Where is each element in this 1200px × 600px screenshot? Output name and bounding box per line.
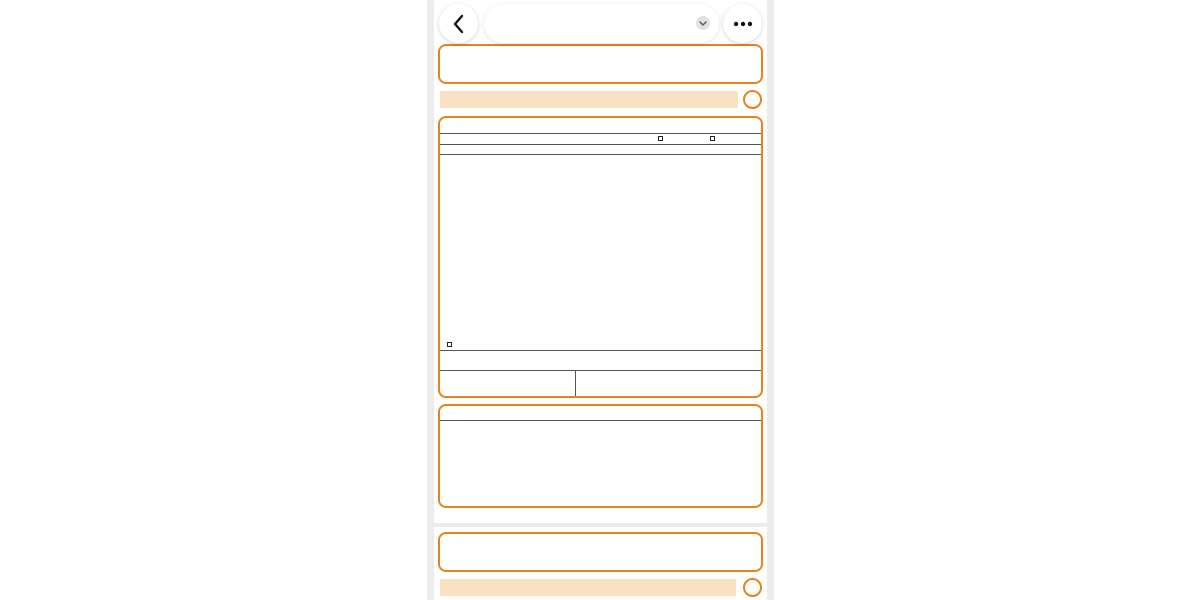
possible-checkbox[interactable] [658, 136, 663, 141]
more-options-button[interactable] [723, 4, 762, 43]
more-horizontal-icon [733, 21, 753, 27]
document-title-button[interactable] [484, 4, 719, 43]
supplementary-text-area[interactable] [442, 422, 759, 504]
section-band [440, 91, 738, 108]
document-viewer[interactable] [427, 0, 774, 600]
chevron-down-icon [696, 16, 710, 30]
not-possible-checkbox[interactable] [710, 136, 715, 141]
document-page-5 [434, 527, 767, 600]
more-entries-checkbox[interactable] [447, 342, 452, 347]
section-band-page-5 [440, 579, 736, 596]
certificate-header-page-5 [438, 532, 763, 572]
recommendations-section [438, 116, 763, 398]
page-number-badge-page-5 [743, 578, 762, 597]
chevron-left-icon [452, 14, 466, 34]
document-page-4 [434, 0, 767, 523]
back-button[interactable] [439, 4, 478, 43]
certificate-header [438, 44, 763, 84]
page-number-badge [743, 90, 762, 109]
title-dropdown[interactable] [696, 16, 710, 30]
